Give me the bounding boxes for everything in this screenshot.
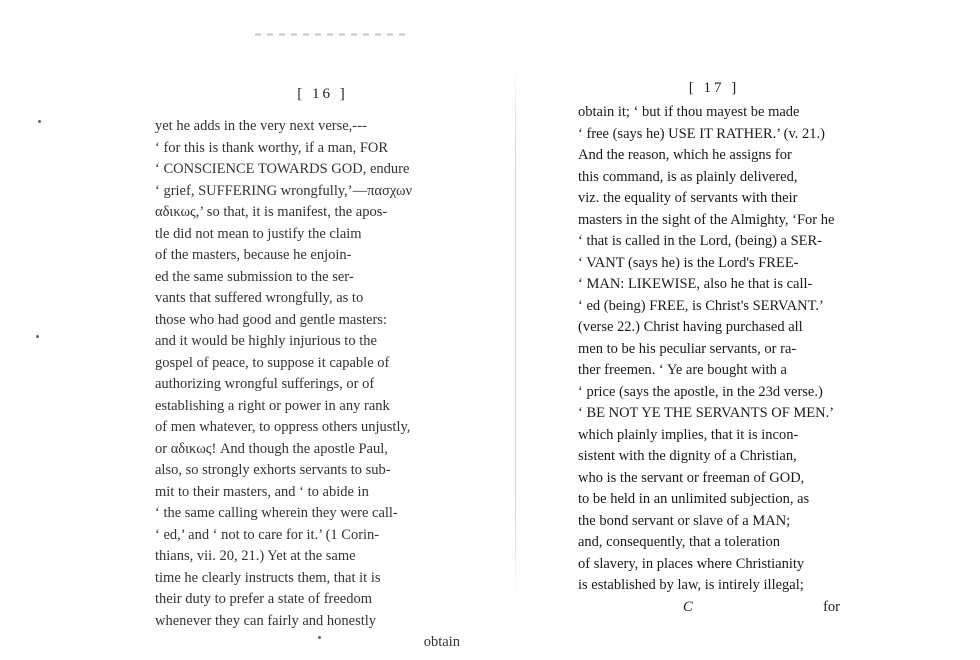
text-line: αδικως,’ so that, it is manifest, the apos- [155, 204, 388, 220]
text-line: ‘ MAN: LIKEWISE, also he that is call- [578, 276, 813, 292]
text-line: to be held in an unlimited subjection, as [578, 491, 810, 507]
text-line: is established by law, is intirely illegal; [578, 577, 804, 593]
text-line: ‘ VANT (says he) is the Lord's FREE- [578, 254, 799, 271]
left-page [155, 84, 460, 654]
text-line: sistent with the dignity of a Christian, [578, 448, 797, 464]
book-gutter [515, 60, 516, 600]
text-line: And the reason, which he assigns for [578, 147, 792, 163]
text-line: ‘ for this is thank worthy, if a man, FOR [155, 139, 389, 156]
page-number: [ 17 ] [688, 80, 740, 96]
signature-mark: C [683, 598, 693, 615]
text-line: mit to their masters, and ‘ to abide in [155, 483, 369, 500]
text-line: ‘ ed (being) FREE, is Christ's SERVANT.’ [578, 297, 824, 314]
text-line: the bond servant or slave of a MAN; [578, 512, 791, 529]
text-line: (verse 22.) Christ having purchased all [578, 319, 803, 335]
margin-speck [36, 335, 39, 338]
text-line: viz. the equality of servants with their [578, 190, 798, 206]
text-line: or αδικως! And though the apostle Paul, [155, 440, 388, 457]
text-line: thians, vii. 20, 21.) Yet at the same [155, 548, 356, 564]
signature-line [578, 597, 840, 619]
text-line: authorizing wrongful sufferings, or of [155, 376, 375, 392]
text-line: yet he adds in the very next verse,--- [155, 118, 367, 134]
text-line: of slavery, in places where Christianity [578, 555, 805, 572]
text-line: ‘ grief, SUFFERING wrongfully,’—πασχων [155, 182, 413, 199]
text-line: men to be his peculiar servants, or ra- [578, 340, 797, 357]
text-line: ‘ CONSCIENCE TOWARDS GOD, endure [155, 161, 410, 177]
text-line: vants that suffered wrongfully, as to [155, 290, 364, 306]
text-line: of the masters, because he enjoin- [155, 247, 352, 263]
text-line: of men whatever, to oppress others unjustly, [155, 419, 411, 435]
text-line: those who had good and gentle masters: [155, 311, 387, 328]
top-edge-smudge [255, 33, 405, 36]
text-line: ‘ price (says the apostle, in the 23d verse.) [578, 383, 823, 400]
text-line: tle did not mean to justify the claim [155, 225, 362, 242]
text-line: ‘ free (says he) USE IT RATHER.’ (v. 21.) [578, 125, 825, 142]
text-line: ‘ the same calling wherein they were call- [155, 505, 398, 521]
page-number: [ 16 ] [297, 86, 348, 102]
text-line: also, so strongly exhorts servants to sub- [155, 462, 391, 478]
text-line: which plainly implies, that it is incon- [578, 426, 799, 443]
text-line: this command, is as plainly delivered, [578, 168, 798, 185]
text-line: ‘ ed,’ and ‘ not to care for it.’ (1 Corin- [155, 526, 380, 543]
text-line: ed the same submission to the ser- [155, 268, 354, 285]
margin-speck [38, 120, 41, 123]
text-line: and it would be highly injurious to the [155, 333, 377, 349]
text-line: gospel of peace, to suppose it capable of [155, 354, 390, 371]
text-line: ‘ that is called in the Lord, (being) a SER- [578, 233, 823, 249]
text-line: masters in the sight of the Almighty, ‘For he [578, 211, 835, 228]
text-line: ‘ BE NOT YE THE SERVANTS OF MEN.’ [578, 405, 835, 421]
text-line: obtain it; ‘ but if thou mayest be made [578, 104, 800, 120]
text-line: and, consequently, that a toleration [578, 534, 780, 550]
text-line: who is the servant or freeman of GOD, [578, 469, 805, 486]
text-line: time he clearly instructs them, that it is [155, 569, 381, 586]
text-line: establishing a right or power in any rank [155, 397, 390, 414]
catchword: obtain [423, 634, 460, 650]
catchword: for [823, 598, 840, 615]
text-line: ther freemen. ‘ Ye are bought with a [578, 362, 787, 378]
text-line: their duty to prefer a state of freedom [155, 591, 373, 607]
text-line: whenever they can fairly and honestly [155, 612, 377, 629]
right-page [578, 78, 840, 618]
